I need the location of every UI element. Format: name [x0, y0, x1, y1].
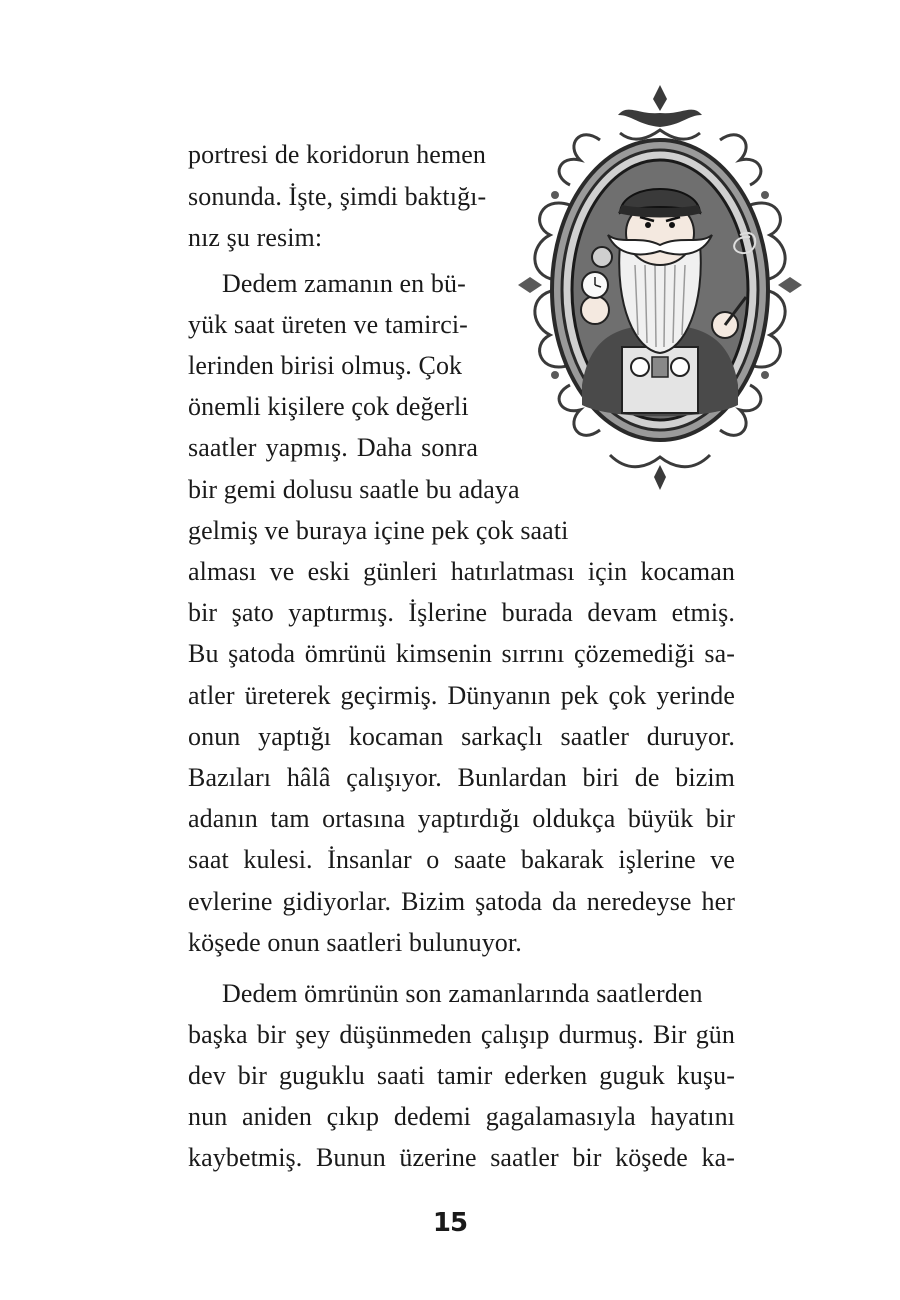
text-line: önemli kişilere çok değerli — [188, 392, 469, 421]
text-line: kaybetmiş. Bunun üzerine saatler bir köşede ka- — [188, 1143, 735, 1172]
text-line: dev bir guguklu saati tamir ederken guguk kuşu- — [188, 1061, 735, 1090]
text-line: adanın tam ortasına yaptırdığı oldukça büyük bir — [188, 804, 735, 833]
text-line: sonunda. İşte, şimdi baktığı- — [188, 182, 487, 211]
page-number: 15 — [432, 1208, 468, 1238]
text-line: bir gemi dolusu saatle bu adaya — [188, 475, 520, 504]
text-line: başka bir şey düşünmeden çalışıp durmuş. Bir gün — [188, 1020, 735, 1049]
text-line: alması ve eski günleri hatırlatması için kocaman — [188, 557, 735, 586]
text-line: köşede onun saatleri bulunuyor. — [188, 928, 522, 957]
text-line: saat kulesi. İnsanlar o saate bakarak işlerine ve — [188, 845, 735, 874]
text-line: Dedem ömrünün son zamanlarında saatlerden — [222, 979, 703, 1008]
text-line: Bazıları hâlâ çalışıyor. Bunlardan biri de bizim — [188, 763, 735, 792]
text-line: atler üreterek geçirmiş. Dünyanın pek çok yerinde — [188, 681, 735, 710]
text-line: gelmiş ve buraya içine pek çok saati — [188, 516, 569, 545]
ornate-frame-portrait-icon — [510, 85, 810, 495]
text-line: saatler yapmış. Daha sonra — [188, 433, 478, 462]
text-line: evlerine gidiyorlar. Bizim şatoda da neredeyse her — [188, 887, 735, 916]
text-line: Bu şatoda ömrünü kimsenin sırrını çözemediği sa- — [188, 639, 735, 668]
text-line: bir şato yaptırmış. İşlerine burada devam etmiş. — [188, 598, 735, 627]
text-line: nun aniden çıkıp dedemi gagalamasıyla hayatını — [188, 1102, 735, 1131]
text-line: Dedem zamanın en bü- — [222, 269, 466, 298]
text-line: lerinden birisi olmuş. Çok — [188, 351, 463, 380]
text-line: portresi de koridorun hemen — [188, 140, 487, 169]
text-line: nız şu resim: — [188, 223, 323, 252]
text-line: onun yaptığı kocaman sarkaçlı saatler duruyor. — [188, 722, 735, 751]
text-line: yük saat üreten ve tamirci- — [188, 310, 468, 339]
